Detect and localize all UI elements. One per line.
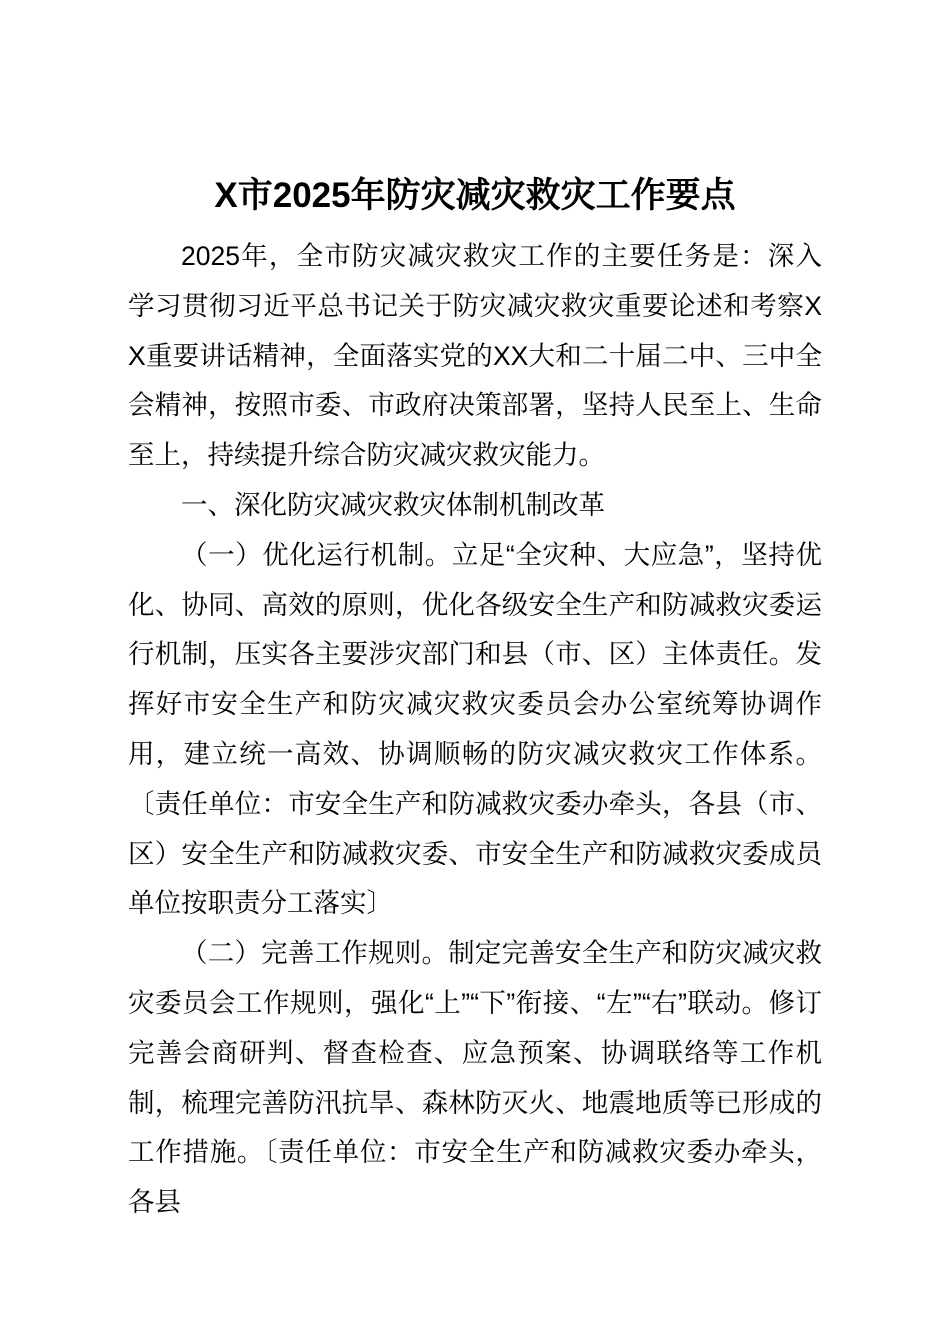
section-heading-1: 一、深化防灾减灾救灾体制机制改革: [181, 489, 605, 520]
paragraph-item-1-optimize-operation-mechanism: （一）优化运行机制。立足“全灾种、大应急”，坚持优化、协同、高效的原则，优化各级安全生产和防减救灾委运行机制，压实各主要涉灾部门和县（市、区）主体责任。发挥好市安全生产和防灾减灾救灾委员会办公室统筹协调作用，建立统一高效、协调顺畅的防灾减灾救灾工作体系。〔责任单位：市安全生产和防减救灾委办牵头，各县（市、区）安全生产和防减救灾委、市安全生产和防减救灾委成员单位按职责分工落实〕: [128, 539, 822, 919]
paragraph-intro: 2025年，全市防灾减灾救灾工作的主要任务是：深入学习贯彻习近平总书记关于防灾减灾救灾重要论述和考察XX重要讲话精神，全面落实党的XX大和二十届二中、三中全会精神，按照市委、市政府决策部署，坚持人民至上、生命至上，持续提升综合防灾减灾救灾能力。: [128, 241, 822, 471]
document-title: X市2025年防灾减灾救灾工作要点: [214, 176, 736, 215]
paragraph-item-2-improve-work-rules: （二）完善工作规则。制定完善安全生产和防灾减灾救灾委员会工作规则，强化“上”“下”衔接、“左”“右”联动。修订完善会商研判、督查检查、应急预案、协调联络等工作机制，梳理完善防汛抗旱、森林防灭火、地震地质等已形成的工作措施。〔责任单位：市安全生产和防减救灾委办牵头，各县: [128, 938, 822, 1218]
